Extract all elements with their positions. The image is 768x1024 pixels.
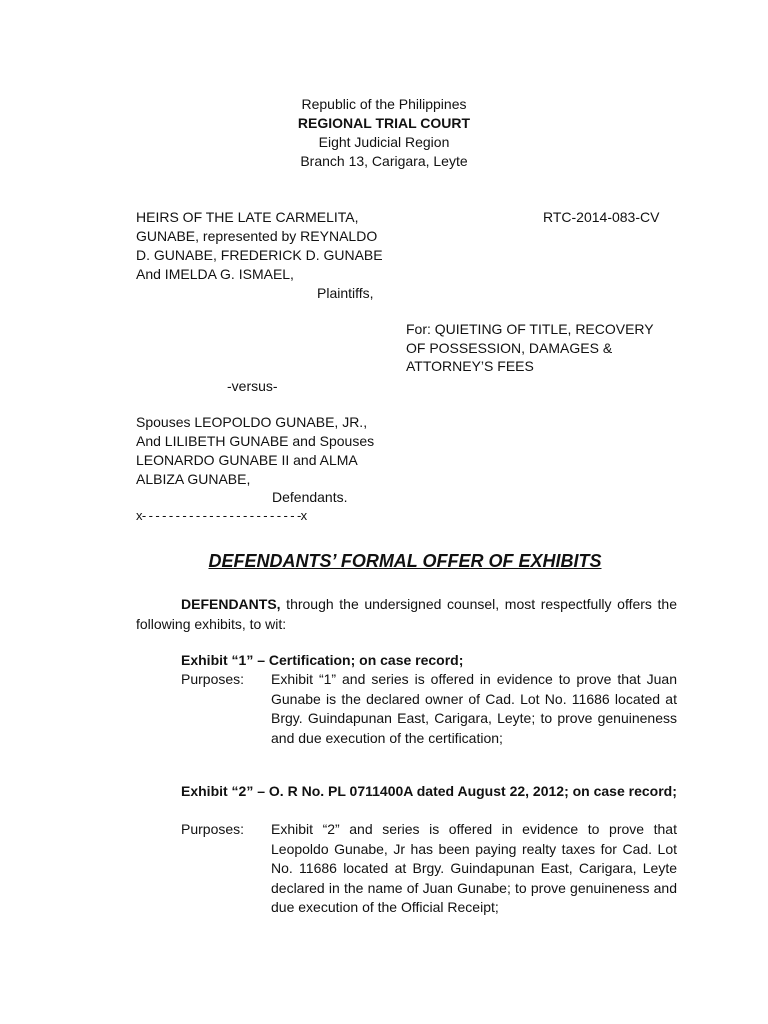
header-branch: Branch 13, Carigara, Leyte xyxy=(300,153,468,169)
plaintiffs-label: Plaintiffs, xyxy=(317,285,374,301)
defendants-line-1: Spouses LEOPOLDO GUNABE, JR., xyxy=(136,414,368,430)
plaintiffs-line-3: D. GUNABE, FREDERICK D. GUNABE xyxy=(136,247,383,263)
plaintiffs-line-4: And IMELDA G. ISMAEL, xyxy=(136,266,294,282)
for-line-1: For: QUIETING OF TITLE, RECOVERY xyxy=(406,321,654,337)
for-line-3: ATTORNEY’S FEES xyxy=(406,358,534,374)
document-title: DEFENDANTS’ FORMAL OFFER OF EXHIBITS xyxy=(208,551,602,571)
plaintiffs-line-1: HEIRS OF THE LATE CARMELITA, xyxy=(136,209,359,225)
defendants-line-3: LEONARDO GUNABE II and ALMA xyxy=(136,452,358,468)
plaintiffs-line-2: GUNABE, represented by REYNALDO xyxy=(136,228,378,244)
intro-paragraph xyxy=(136,595,677,634)
caption-separator: x- - - - - - - - - - - - - - - - - - - - - - - -x xyxy=(136,508,307,523)
exhibit-2-heading: Exhibit “2” – O. R No. PL 0711400A dated August 22, 2012; on case record; xyxy=(181,783,677,799)
intro-rest: through the undersigned counsel, most respectfully offers the following exhibits, to wit: xyxy=(136,596,677,632)
defendants-line-2: And LILIBETH GUNABE and Spouses xyxy=(136,433,375,449)
exhibit-2-purposes-label: Purposes: xyxy=(181,821,245,837)
intro-lead: DEFENDANTS, xyxy=(181,596,281,612)
exhibit-1-purposes-label: Purposes: xyxy=(181,671,245,687)
header-court: REGIONAL TRIAL COURT xyxy=(297,115,471,131)
for-line-2: OF POSSESSION, DAMAGES & xyxy=(406,340,613,356)
header-region: Eight Judicial Region xyxy=(318,134,450,150)
case-number: RTC-2014-083-CV xyxy=(543,209,660,225)
defendants-line-4: ALBIZA GUNABE, xyxy=(136,471,251,487)
exhibit-2-purposes-text: Exhibit “2” and series is offered in evidence to prove that Leopoldo Gunabe, Jr has been paying realty taxes for Cad. Lot No. 11686 located at Brgy. Guindapunan East, Carigara, Leyte declared in the name of Juan Gunabe; to prove genuineness and due execution of the Official Receipt; xyxy=(271,821,677,916)
exhibit-1-heading: Exhibit “1” – Certification; on case record; xyxy=(181,652,464,668)
versus-label: -versus- xyxy=(227,378,278,394)
header-republic: Republic of the Philippines xyxy=(301,96,467,112)
exhibit-1-purposes-text: Exhibit “1” and series is offered in evidence to prove that Juan Gunabe is the declared owner of Cad. Lot No. 11686 located at Brgy. Guindapunan East, Carigara, Leyte; to prove genuineness and due execution of the certification; xyxy=(271,671,677,746)
defendants-label: Defendants. xyxy=(272,489,348,505)
